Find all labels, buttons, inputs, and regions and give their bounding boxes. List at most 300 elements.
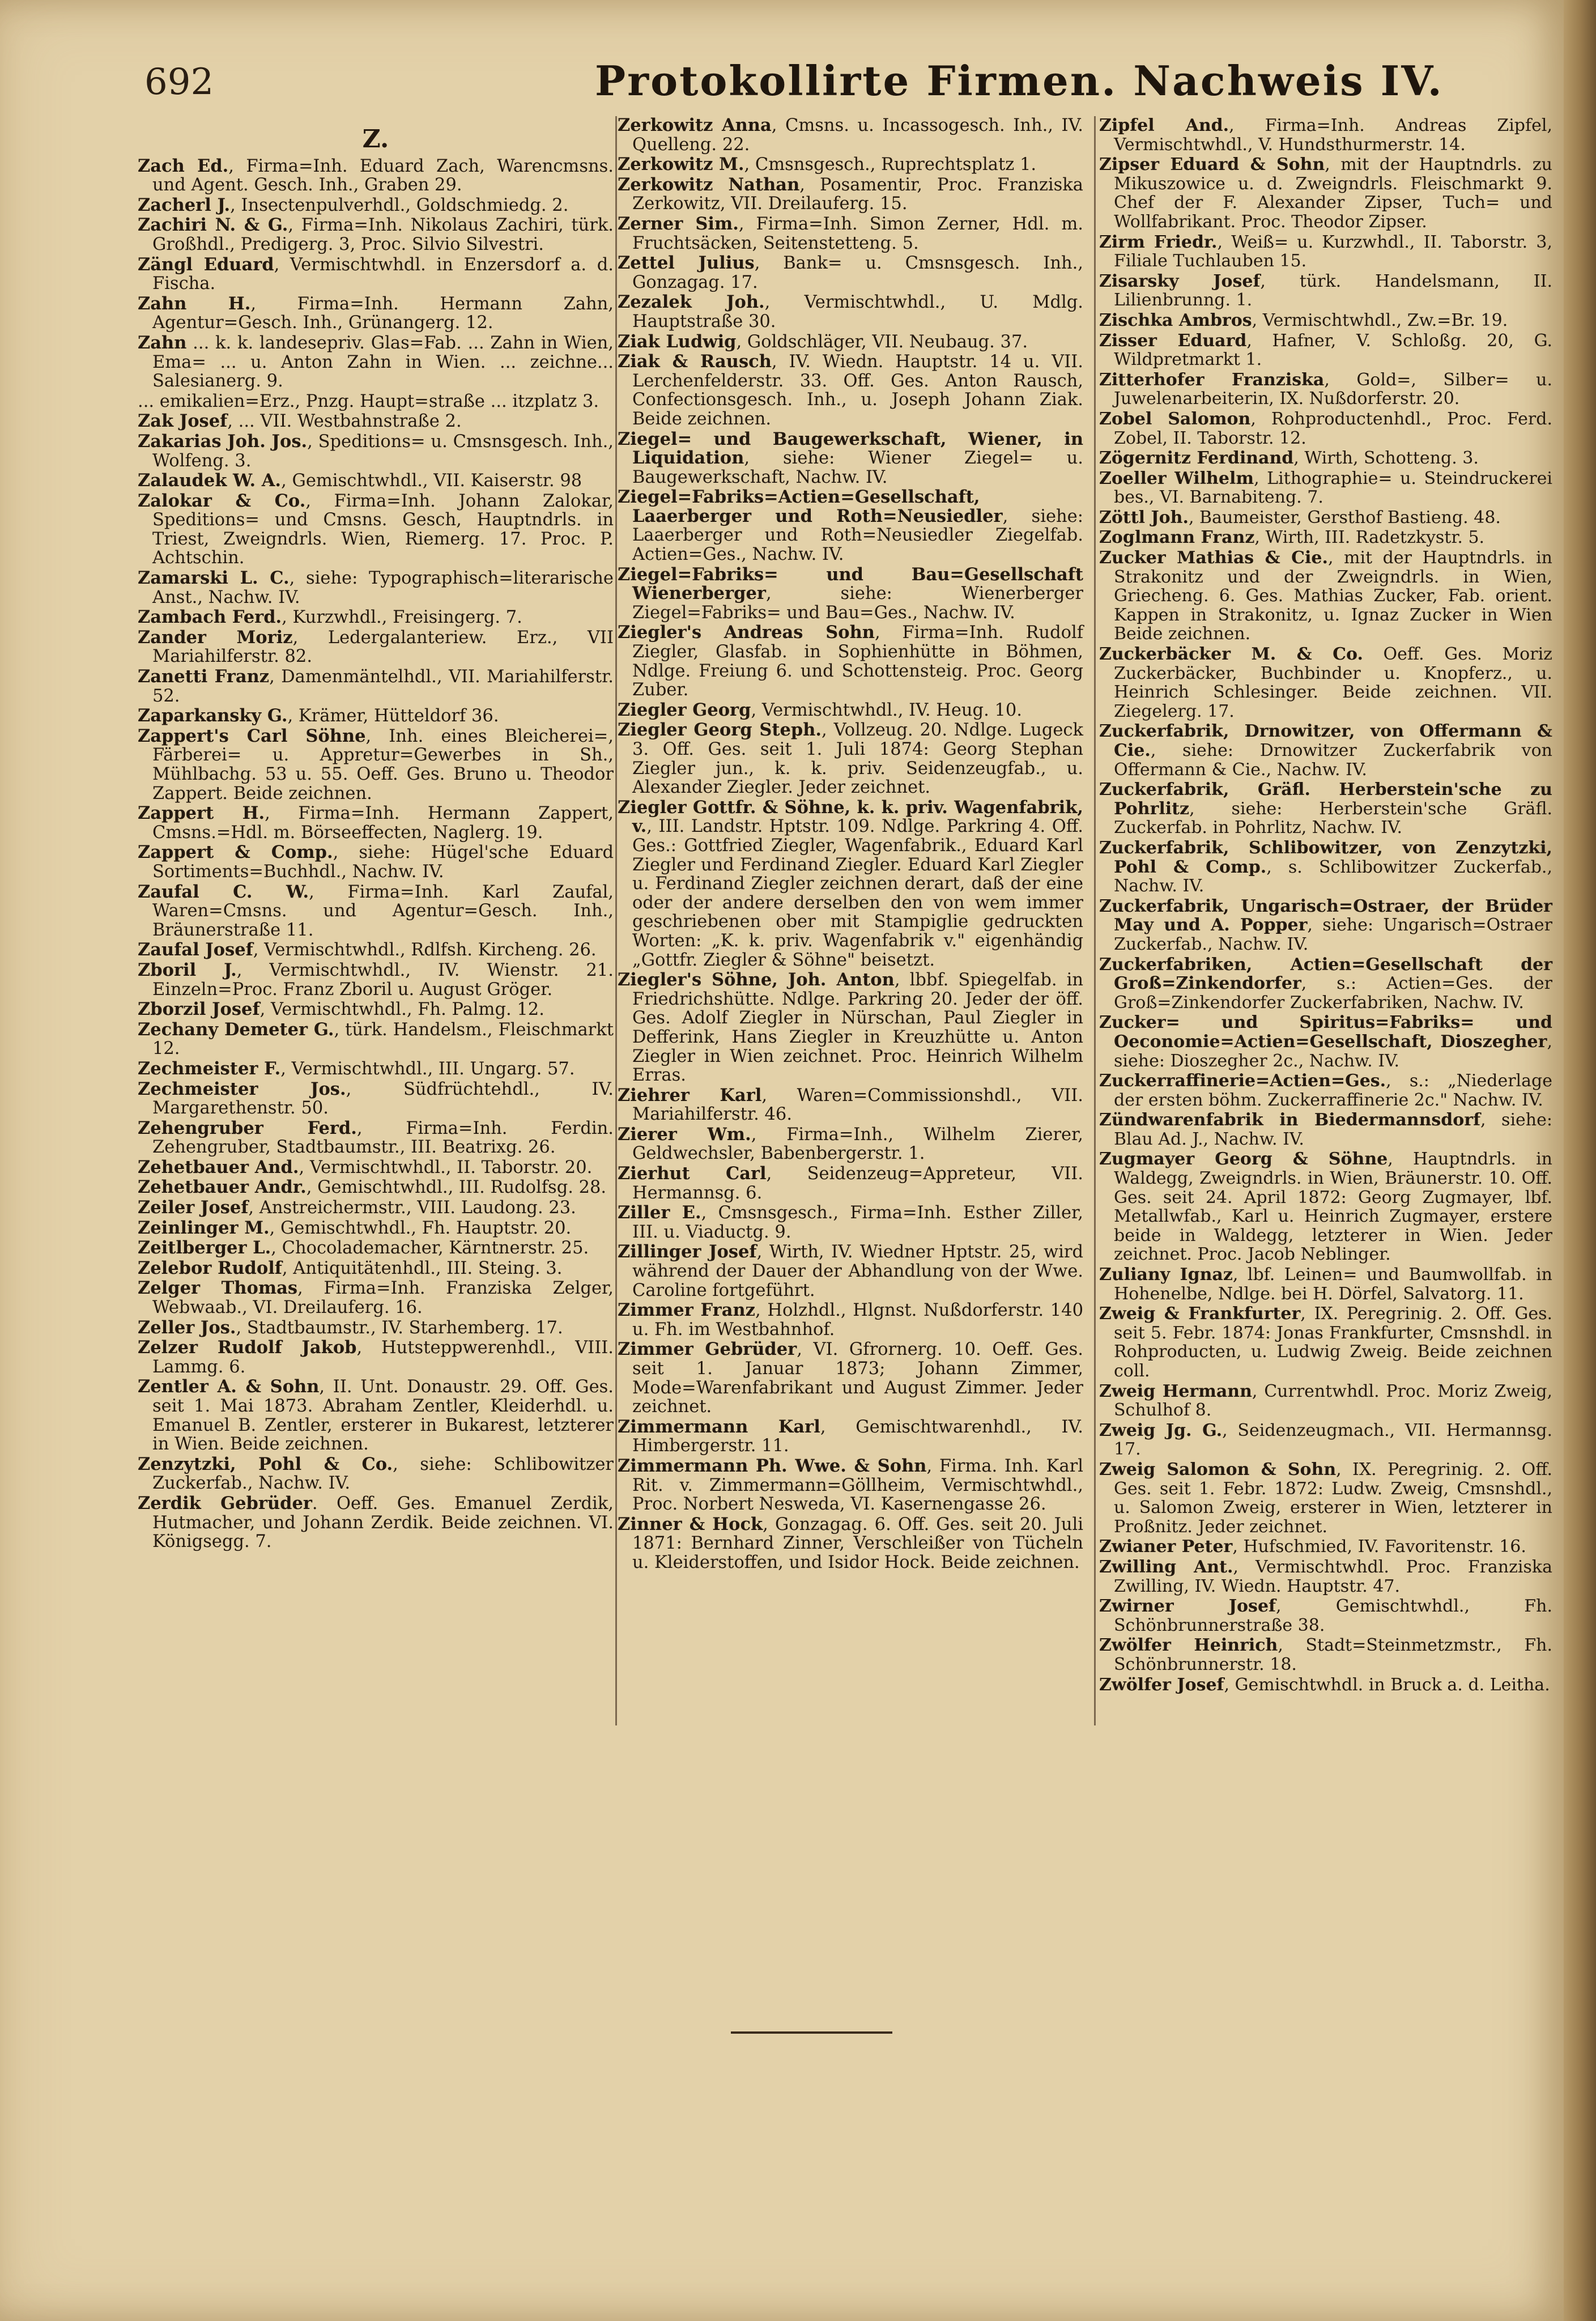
directory-entry (138, 256, 614, 294)
directory-entry (138, 804, 614, 842)
firm-name: Zaparkansky G. (138, 705, 288, 726)
entry-details: , Firma. Inh. Karl Rit. v. Zimmermann=Göllheim, Vermischtwhdl., Proc. Norbert Nesweda, VI. Kasernengasse 26. (632, 1456, 1083, 1515)
directory-entry (1099, 1460, 1552, 1536)
firm-name: Zucker Mathias & Cie. (1099, 548, 1328, 568)
directory-entry (138, 707, 614, 726)
directory-entry (1099, 1558, 1552, 1596)
directory-entry (1099, 1537, 1552, 1557)
firm-name: Zach Ed. (138, 155, 229, 176)
directory-entry (138, 883, 614, 940)
firm-name: Zakarias Joh. Jos. (138, 431, 308, 452)
entry-details: , Gemischtwhdl., Fh. Hauptstr. 20. (269, 1218, 572, 1238)
firm-name: Zoglmann Franz (1099, 528, 1255, 548)
entry-details: , IV. Wiedn. Hauptstr. 14 u. VII. Lerchenfelderstr. 33. Off. Ges. Anton Rausch, Confectionsgesch. Inh., u. Joseph Johann Ziak. Beide zeichnen. (632, 352, 1083, 429)
entry-details: , siehe: Dioszegher 2c., Nachw. IV. (1114, 1031, 1552, 1071)
directory-entry (1099, 272, 1552, 310)
firm-name: Zak Josef (138, 411, 228, 432)
directory-entry (618, 971, 1083, 1085)
directory-entry (618, 1301, 1083, 1339)
firm-name: Zeinlinger M. (138, 1217, 270, 1238)
firm-name: Zerkowitz Anna (618, 115, 772, 135)
firm-name: Zuckerfabrik, Gräfl. Herberstein'sche zu Pohrlitz (1099, 780, 1552, 819)
firm-name: Zerner Sim. (618, 213, 739, 234)
entry-details: , s. Schlibowitzer Zuckerfab., Nachw. IV. (1114, 857, 1552, 896)
firm-name: Zinner & Hock (618, 1514, 763, 1534)
page-number: 692 (144, 61, 214, 103)
firm-name: Zettel Julius (618, 253, 755, 274)
letter-heading: Z. (362, 125, 389, 154)
entry-details: , türk. Handelsm., Fleischmarkt 12. (152, 1019, 614, 1059)
entry-details: , Vermischtwhdl., III. Ungarg. 57. (280, 1059, 575, 1079)
entry-details: , Gemischtwhdl., Fh. Schönbrunnerstraße 38. (1114, 1596, 1552, 1635)
directory-entry (1099, 449, 1552, 468)
firm-name: Zuckerraffinerie=Actien=Ges. (1099, 1071, 1386, 1091)
entry-details: , ... VII. Westbahnstraße 2. (227, 411, 462, 432)
entry-details: , Firma=Inh. Rudolf Ziegler, Glasfab. in Sophienhütte in Böhmen, Ndlge. Freiung 6. und Schottensteig. Proc. Georg Zuber. (632, 623, 1083, 700)
entry-details: , siehe: Typographisch=literarische Anst., Nachw. IV. (152, 568, 614, 607)
entry-details: , Stadt=Steinmetzmstr., Fh. Schönbrunnerstr. 18. (1114, 1635, 1553, 1674)
directory-entry (1099, 645, 1552, 721)
directory-entry (618, 293, 1083, 331)
entry-details: ... emikalien=Erz., Pnzg. Haupt=straße ... itzplatz 3. (138, 391, 599, 411)
firm-name: Zeiler Josef (138, 1197, 249, 1218)
firm-name: Zögernitz Ferdinand (1099, 448, 1294, 469)
directory-entry (138, 727, 614, 803)
firm-name: Zuliany Ignaz (1099, 1265, 1233, 1285)
entry-details: . Oeff. Ges. Emanuel Zerdik, Hutmacher, und Johann Zerdik. Beide zeichnen. VI. Königsegg. 7. (152, 1493, 614, 1552)
directory-entry (138, 569, 614, 607)
firm-name: Zerkowitz Nathan (618, 174, 800, 195)
directory-entry (618, 254, 1083, 292)
directory-entry (1099, 371, 1552, 409)
directory-entry (618, 721, 1083, 797)
entry-details: , siehe: Laaerberger und Roth=Neusiedler Ziegelfab. Actien=Ges., Nachw. IV. (632, 506, 1083, 565)
directory-entry (1099, 410, 1552, 448)
firm-name: Zelebor Rudolf (138, 1257, 282, 1278)
entry-details: , mit der Hauptndrls. zu Mikuszowice u. d. Zweigndrls. Fleischmarkt 9. Chef der F. Alexander Zipser, Tuch= und Wollfabrikant. Proc. Theodor Zipser. (1114, 155, 1552, 232)
column-2 (618, 116, 1083, 1574)
directory-entry (618, 430, 1083, 487)
entry-details: , Firma=Inh. Karl Zaufal, Waren=Cmsns. und Agentur=Gesch. Inh., Bräunerstraße 11. (152, 882, 614, 940)
firm-name: Zappert's Carl Söhne (138, 725, 366, 746)
firm-name: Zechmeister F. (138, 1058, 281, 1079)
directory-entry (1099, 331, 1552, 369)
directory-entry (138, 1198, 614, 1218)
directory-entry (1099, 1150, 1552, 1264)
entry-details: , Waren=Commissionshdl., VII. Mariahilferstr. 46. (632, 1085, 1083, 1125)
entry-details: , lbbf. Spiegelfab. in Friedrichshütte. Ndlge. Parkring 20. Jeder der öff. Ges. Adolf Ziegler in Nürschan, Paul Ziegler in Defferink, Hans Ziegler in Kreuzhütte u. Anton Ziegler in Wien zeichnet. Proc. Heinrich Wilhelm Erras. (632, 970, 1084, 1086)
directory-entry (618, 215, 1083, 253)
directory-entry (1099, 1421, 1552, 1459)
entries-list (618, 116, 1083, 1572)
firm-name: Zimmermann Ph. Wwe. & Sohn (618, 1455, 927, 1476)
firm-name: Zechany Demeter G. (138, 1019, 334, 1040)
directory-entry (618, 1457, 1083, 1514)
firm-name: Ziak Ludwig (618, 331, 737, 352)
directory-entry (138, 628, 614, 666)
firm-name: Zborzil Josef (138, 999, 260, 1020)
directory-entry (1099, 1265, 1552, 1303)
entry-details: , Stadtbaumstr., IV. Starhemberg. 17. (236, 1317, 563, 1338)
directory-entry (138, 1158, 614, 1177)
firm-name: Zipser Eduard & Sohn (1099, 155, 1325, 175)
firm-name: Zitterhofer Franziska (1099, 369, 1325, 390)
directory-entry (618, 1418, 1083, 1456)
entry-details: , Goldschläger, VII. Neubaug. 37. (736, 331, 1028, 352)
directory-entry (1099, 1304, 1552, 1380)
entry-details: , türk. Handelsmann, II. Lilienbrunng. 1. (1114, 271, 1552, 311)
directory-entry (138, 295, 614, 333)
directory-entry (138, 1455, 614, 1493)
entry-details: , Seidenzeugmach., VII. Hermannsg. 17. (1114, 1420, 1552, 1460)
firm-name: Zoeller Wilhelm (1099, 468, 1254, 488)
firm-name: Zängl Eduard (138, 254, 274, 275)
directory-entry (1099, 1072, 1552, 1110)
directory-entry (1099, 1597, 1552, 1635)
entry-details: , VI. Gfrornerg. 10. Oeff. Ges. seit 1. Januar 1873; Johann Zimmer, Mode=Warenfabrikant und August Zimmer. Jeder zeichnet. (632, 1340, 1083, 1417)
firm-name: Zwianer Peter (1099, 1537, 1233, 1557)
firm-name: Zehengruber Ferd. (138, 1117, 357, 1138)
directory-entry (138, 1021, 614, 1059)
entry-details: , siehe: Herberstein'sche Gräfl. Zuckerfab. in Pohrlitz, Nachw. IV. (1114, 798, 1552, 838)
directory-entry (1099, 1111, 1552, 1149)
directory-entry (618, 352, 1083, 428)
entry-details: , Rohproductenhdl., Proc. Ferd. Zobel, II. Taborstr. 12. (1114, 409, 1552, 448)
directory-entry (138, 961, 614, 999)
directory-entry (138, 432, 614, 470)
directory-entry (138, 1338, 614, 1376)
entry-details: , Vermischtwhdl., IV. Heug. 10. (751, 700, 1022, 720)
firm-name: Zboril J. (138, 959, 237, 980)
entry-details: , Firma=Inh. Andreas Zipfel, Vermischtwhdl., V. Hundsthurmerstr. 14. (1114, 116, 1552, 155)
entry-details: , Baumeister, Gersthof Bastieng. 48. (1188, 507, 1501, 528)
firm-name: Zimmer Gebrüder (618, 1339, 797, 1360)
directory-entry (1099, 722, 1552, 779)
entry-details: , Holzhdl., Hlgnst. Nußdorferstr. 140 u. Fh. im Westbahnhof. (632, 1300, 1083, 1340)
directory-entry (1099, 897, 1552, 954)
firm-name: Zehetbauer Andr. (138, 1177, 307, 1198)
firm-name: Zugmayer Georg & Söhne (1099, 1149, 1388, 1170)
firm-name: Ziegel=Fabriks=Actien=Gesellschaft, Laaerberger und Roth=Neusiedler (618, 487, 1003, 526)
firm-name: Zwölfer Josef (1099, 1674, 1224, 1695)
directory-entry (1099, 508, 1552, 528)
firm-name: Zerkowitz M. (618, 154, 744, 175)
firm-name: Zipfel And. (1099, 116, 1229, 135)
firm-name: Zenzytzki, Pohl & Co. (138, 1453, 393, 1474)
firm-name: Zechmeister Jos. (138, 1078, 346, 1099)
firm-name: Zentler A. & Sohn (138, 1376, 320, 1397)
directory-entry (618, 1204, 1083, 1242)
entry-details: , Firma=Inh., Wilhelm Zierer, Geldwechsler, Babenbergerstr. 1. (632, 1124, 1084, 1164)
directory-entry (138, 1279, 614, 1317)
firm-name: Ziehrer Karl (618, 1085, 762, 1106)
column-rule (615, 116, 617, 1725)
firm-name: Zwölfer Heinrich (1099, 1635, 1278, 1656)
firm-name: Zappert H. (138, 803, 265, 824)
entry-details: , Posamentir, Proc. Franziska Zerkowitz, VII. Dreilauferg. 15. (632, 175, 1083, 214)
entry-details: , siehe: Ungarisch=Ostraer Zuckerfab., Nachw. IV. (1114, 915, 1552, 954)
firm-name: Zelzer Rudolf Jakob (138, 1337, 357, 1358)
end-rule (731, 2031, 892, 2034)
firm-name: Ziegler Gottfr. & Söhne, k. k. priv. Wagenfabrik, v. (618, 797, 1083, 837)
directory-entry (1099, 839, 1552, 896)
directory-entry (618, 1125, 1083, 1163)
entry-details: , Vermischtwhdl., Rdlfsh. Kircheng. 26. (253, 940, 597, 960)
entry-details: , Ledergalanteriew. Erz., VII Mariahilferstr. 82. (152, 627, 614, 667)
firm-name: Zierhut Carl (618, 1163, 767, 1184)
entry-details: , Firma=Inh. Franziska Zelger, Webwaab., VI. Dreilauferg. 16. (152, 1278, 614, 1318)
directory-entry (1099, 469, 1552, 507)
firm-name: Zezalek Joh. (618, 292, 765, 313)
firm-name: Zierer Wm. (618, 1124, 751, 1145)
directory-entry (618, 1086, 1083, 1124)
firm-name: Zweig & Frankfurter (1099, 1304, 1301, 1324)
firm-name: Zappert & Comp. (138, 842, 333, 863)
entry-details: , Firma=Inh. Simon Zerner, Hdl. m. Fruchtsäcken, Seitenstetteng. 5. (632, 214, 1084, 253)
entry-details: , Currentwhdl. Proc. Moriz Zweig, Schulhof 8. (1114, 1381, 1552, 1421)
firm-name: Zisarsky Josef (1099, 271, 1261, 291)
directory-entry (138, 1319, 614, 1338)
firm-name: Zeitlberger L. (138, 1238, 271, 1259)
entry-details: , Cmsns. u. Incassogesch. Inh., IV. Quelleng. 22. (632, 116, 1083, 155)
firm-name: Ziak & Rausch (618, 351, 772, 372)
entry-details: , Cmsnsgesch., Ruprechtsplatz 1. (744, 155, 1037, 175)
entry-details: , Firma=Inh. Hermann Zahn, Agentur=Gesch. Inh., Grünangerg. 12. (152, 294, 614, 333)
firm-name: Zillinger Josef (618, 1242, 757, 1262)
firm-name: Zöttl Joh. (1099, 507, 1189, 528)
entry-details: , mit der Hauptndrls. in Strakonitz und der Zweigndrls. in Wien, Griecheng. 6. Ges. Mathias Zucker, Fab. orient. Kappen in Strakonitz, u. Ignaz Zucker in Wien Beide zeichnen. (1114, 548, 1553, 644)
directory-entry (618, 701, 1083, 720)
firm-name: Zirm Friedr. (1099, 232, 1218, 252)
entry-details: , siehe: Drnowitzer Zuckerfabrik von Offermann & Cie., Nachw. IV. (1114, 741, 1552, 780)
directory-entry (618, 623, 1083, 699)
entry-details: , Inh. eines Bleicherei=, Färberei= u. Appretur=Gewerbes in Sh., Mühlbachg. 53 u. 55. Oeff. Ges. Bruno u. Theodor Zappert. Beide zeichnen. (152, 726, 614, 804)
firm-name: Ziegler's Andreas Sohn (618, 622, 875, 643)
directory-entry (1099, 1382, 1552, 1420)
entry-details: , Gonzagag. 6. Off. Ges. seit 20. Juli 1871: Bernhard Zinner, Verschleißer von Tücheln u. Kleiderstoffen, und Isidor Hock. Beide zeichnen. (632, 1514, 1084, 1572)
firm-name: Zehetbauer And. (138, 1157, 299, 1177)
entry-details: , Antiquitätenhdl., III. Steing. 3. (282, 1258, 563, 1278)
directory-entry (138, 843, 614, 881)
entry-details: , Gold=, Silber= u. Juwelenarbeiterin, IX. Nußdorferstr. 20. (1114, 369, 1552, 409)
directory-entry (138, 1219, 614, 1238)
firm-name: Zuckerfabrik, Schlibowitzer, von Zenzytzki, Pohl & Comp. (1099, 838, 1552, 877)
directory-entry (618, 176, 1083, 214)
column-1 (138, 116, 614, 1553)
entry-details: , Firma=Inh. Hermann Zappert, Cmsns.=Hdl. m. Börseeffecten, Naglerg. 19. (152, 804, 614, 843)
firm-name: Zuckerfabriken, Actien=Gesellschaft der Groß=Zinkendorfer (1099, 954, 1552, 994)
directory-entry (138, 412, 614, 431)
entry-details: , Vermischtwhdl., Fh. Palmg. 12. (259, 1000, 544, 1020)
firm-name: Zuckerfabrik, Drnowitzer, von Offermann & Cie. (1099, 721, 1552, 760)
entry-details: , siehe: Wienerberger Ziegel=Fabriks= und Bau=Ges., Nachw. IV. (632, 584, 1083, 623)
entry-details: ... k. k. landesepriv. Glas=Fab. ... Zahn in Wien, Ema= ... u. Anton Zahn in Wien. ... zeichne... Salesianerg. 9. (152, 333, 614, 392)
entry-details: , Krämer, Hütteldorf 36. (287, 706, 499, 726)
firm-name: Zalokar & Co. (138, 490, 306, 511)
directory-entry (1099, 155, 1552, 231)
firm-name: Zachiri N. & G. (138, 215, 288, 236)
entry-details: , Vermischtwhdl., U. Mdlg. Hauptstraße 30. (632, 292, 1083, 331)
directory-entry (618, 1164, 1083, 1202)
entry-details: , Kurzwhdl., Freisingerg. 7. (282, 607, 522, 628)
running-head: Protokollirte Firmen. Nachweis IV. (595, 57, 1444, 105)
directory-entry (138, 1494, 614, 1551)
entry-details: , Speditions= u. Cmsnsgesch. Inh., Wolfeng. 3. (152, 431, 614, 471)
entry-details: , Wirth, Schotteng. 3. (1293, 448, 1479, 469)
directory-entry (1099, 116, 1552, 154)
entry-details: , Bank= u. Cmsnsgesch. Inh., Gonzagag. 17. (632, 253, 1083, 292)
firm-name: Zischka Ambros (1099, 310, 1252, 330)
directory-entry (618, 333, 1083, 352)
firm-name: Zelger Thomas (138, 1278, 298, 1299)
directory-entry (618, 1243, 1083, 1300)
entry-details: , Firma=Inh. Nikolaus Zachiri, türk. Großhdl., Predigerg. 3, Proc. Silvio Silvestri. (152, 215, 614, 254)
entry-details: , Insectenpulverhdl., Goldschmiedg. 2. (230, 195, 569, 215)
directory-entry (1099, 233, 1552, 271)
firm-name: Zamarski L. C. (138, 568, 290, 589)
firm-name: Zweig Jg. G. (1099, 1420, 1223, 1440)
firm-name: Zimmermann Karl (618, 1416, 820, 1437)
directory-entry (138, 1000, 614, 1019)
entry-details: , Firma=Inh. Ferdin. Zehengruber, Stadtbaumstr., III. Beatrixg. 26. (152, 1118, 614, 1158)
entry-details: , Lithographie= u. Steindruckerei bes., VI. Barnabiteng. 7. (1114, 468, 1553, 508)
entry-details: , Firma=Inh. Eduard Zach, Warencmsns. und Agent. Gesch. Inh., Graben 29. (152, 156, 614, 195)
entry-details: Oeff. Ges. Moriz Zuckerbäcker, Buchbinder u. Knopferz., u. Heinrich Schlesinger. Beide zeichnen. VII. Ziegelerg. 17. (1114, 644, 1552, 721)
entry-details: , Chocolademacher, Kärntnerstr. 25. (271, 1238, 589, 1259)
directory-entry (618, 155, 1083, 175)
directory-entry (618, 116, 1083, 154)
directory-entry (138, 1259, 614, 1278)
directory-entry (618, 566, 1083, 623)
directory-entry (1099, 780, 1552, 838)
entry-details: , Gemischtwarenhdl., IV. Himbergerstr. 11. (632, 1417, 1083, 1456)
firm-name: Zacherl J. (138, 194, 231, 215)
entry-details: , s.: „Niederlage der ersten böhm. Zuckerraffinerie 2c." Nachw. IV. (1114, 1071, 1552, 1110)
firm-name: Zalaudek W. A. (138, 470, 282, 491)
entry-details: , siehe: Hügel'sche Eduard Sortiments=Buchhdl., Nachw. IV. (152, 843, 614, 882)
directory-entry (138, 1060, 614, 1079)
entry-details: , Firma=Inh. Johann Zalokar, Speditions= und Cmsns. Gesch, Hauptndrls. in Triest, Zweigndrls. Wien, Riemerg. 17. Proc. P. Achtschin. (152, 491, 614, 568)
firm-name: Zeller Jos. (138, 1317, 236, 1338)
directory-entry (138, 157, 614, 195)
entry-details: , Vollzeug. 20. Ndlge. Lugeck 3. Off. Ges. seit 1. Juli 1874: Georg Stephan Ziegler jun., k. k. priv. Seidenzeugfab., u. Alexander Ziegler. Jeder zeichnet. (632, 720, 1083, 798)
entry-details: , Gemischtwhdl. in Bruck a. d. Leitha. (1224, 1674, 1550, 1695)
firm-name: Zweig Hermann (1099, 1381, 1252, 1401)
firm-name: Zerdik Gebrüder (138, 1493, 312, 1514)
directory-entry (618, 488, 1083, 564)
column-rule (1094, 116, 1096, 1725)
entry-details: , siehe: Blau Ad. J., Nachw. IV. (1114, 1110, 1552, 1149)
entry-details: , Gemischtwhdl., VII. Kaiserstr. 98 (281, 471, 582, 491)
entry-details: , Vermischtwhdl., II. Taborstr. 20. (299, 1157, 593, 1177)
directory-entry (1099, 1013, 1552, 1070)
entry-details: , Vermischtwhdl. Proc. Franziska Zwilling, IV. Wiedn. Hauptstr. 47. (1114, 1557, 1552, 1596)
directory-entry (1099, 1676, 1552, 1695)
directory-entry (1099, 549, 1552, 644)
firm-name: Ziegler Georg (618, 699, 751, 720)
firm-name: Ziegel=Fabriks= und Bau=Gesellschaft Wienerberger (618, 564, 1083, 604)
column-3 (1099, 116, 1552, 1695)
entry-details: , II. Unt. Donaustr. 29. Off. Ges. seit 1. Mai 1873. Abraham Zentler, Kleiderhdl. u. Emanuel B. Zentler, ersterer in Bukarest, letzterer in Wien. Beide zeichnen. (152, 1377, 614, 1455)
entry-details: , Damenmäntelhdl., VII. Mariahilferstr. 52. (152, 667, 614, 706)
firm-name: Zaufal Josef (138, 940, 253, 960)
entry-details: , lbf. Leinen= und Baumwollfab. in Hohenelbe, Ndlge. bei H. Dörfel, Salvatorg. 11. (1114, 1265, 1552, 1304)
entry-details: , Wirth, IV. Wiedner Hptstr. 25, wird während der Dauer der Abhandlung von der Wwe. Caroline fortgeführt. (632, 1242, 1083, 1300)
entry-details: , s.: Actien=Ges. der Groß=Zinkendorfer Zuckerfabriken, Nachw. IV. (1114, 974, 1552, 1013)
firm-name: Zahn (138, 332, 187, 353)
firm-name: Zanetti Franz (138, 666, 270, 687)
directory-entry (138, 196, 614, 215)
directory-entry (618, 1515, 1083, 1572)
entry-details: , Hufschmied, IV. Favoritenstr. 16. (1232, 1537, 1526, 1557)
directory-entry (138, 1119, 614, 1157)
firm-name: Zündwarenfabrik in Biedermannsdorf (1099, 1110, 1480, 1130)
firm-name: Zuckerbäcker M. & Co. (1099, 644, 1363, 665)
entry-details: , Hafner, V. Schloßg. 20, G. Wildpretmarkt 1. (1114, 330, 1552, 370)
directory-entry (138, 1080, 614, 1118)
entry-details: , Seidenzeug=Appreteur, VII. Hermannsg. 6. (632, 1164, 1083, 1203)
entry-details: , Cmsnsgesch., Firma=Inh. Esther Ziller, III. u. Viaductg. 9. (632, 1203, 1084, 1242)
directory-entry (1099, 1636, 1552, 1674)
directory-entry (138, 668, 614, 705)
firm-name: Zimmer Franz (618, 1300, 755, 1321)
entries-list (1099, 116, 1552, 1694)
directory-entry (138, 608, 614, 627)
firm-name: Zobel Salomon (1099, 409, 1251, 429)
firm-name: Zwirner Josef (1099, 1596, 1276, 1617)
firm-name: Zander Moriz (138, 627, 293, 648)
directory-entry (138, 492, 614, 568)
directory-entry (138, 471, 614, 491)
firm-name: Zuckerfabrik, Ungarisch=Ostraer, der Brüder May und A. Popper (1099, 896, 1552, 936)
entry-details: , Wirth, III. Radetzkystr. 5. (1254, 528, 1485, 548)
firm-name: Zucker= und Spiritus=Fabriks= und Oeconomie=Actien=Gesellschaft, Dioszegher (1099, 1013, 1552, 1052)
entry-details: , Vermischtwhdl. in Enzersdorf a. d. Fischa. (152, 254, 614, 294)
entry-details: , Südfrüchtehdl., IV. Margarethenstr. 50. (152, 1079, 614, 1119)
directory-entry (138, 1239, 614, 1258)
firm-name: Zweig Salomon & Sohn (1099, 1459, 1337, 1480)
entry-details: , Vermischtwhdl., Zw.=Br. 19. (1252, 310, 1508, 330)
directory-entry (138, 392, 614, 411)
firm-name: Zwilling Ant. (1099, 1557, 1233, 1577)
firm-name: Zisser Eduard (1099, 330, 1247, 351)
entry-details: , Hutsteppwerenhdl., VIII. Lammg. 6. (152, 1338, 614, 1377)
entry-details: , siehe: Schlibowitzer Zuckerfab., Nachw. IV. (152, 1454, 614, 1494)
entry-details: , Hauptndrls. in Waldegg, Zweigndrls. in Wien, Bräunerstr. 10. Off. Ges. seit 24. April 1872: Georg Zugmayer, lbf. Metallwfab., Karl u. Heinrich Zugmayer, erstere beide in Waldegg, letzterer in Wien. Jeder zeichnet. Proc. Jacob Neblinger. (1114, 1149, 1553, 1265)
directory-entry (138, 334, 614, 391)
entry-details: , III. Landstr. Hptstr. 109. Ndlge. Parkring 4. Off. Ges.: Gottfried Ziegler, Wagenfabrik., Eduard Karl Ziegler und Ferdinand Ziegler. Eduard Karl Ziegler u. Ferdinand Ziegler zeichnen derart, daß der eine oder der andere derselben den von wem immer geschriebenen ober mit Stampiglie gedruckten Worten: „K. k. priv. Wagenfabrik v." eigenhändig „Gottfr. Ziegler & Söhne" beisetzt. (632, 817, 1083, 970)
firm-name: Ziegler Georg Steph. (618, 720, 822, 741)
entry-details: , siehe: Wiener Ziegel= u. Baugewerkschaft, Nachw. IV. (632, 448, 1083, 487)
entry-details: , Weiß= u. Kurzwhdl., II. Taborstr. 3, Filiale Tuchlauben 15. (1114, 232, 1552, 271)
directory-entry (138, 1378, 614, 1453)
directory-entry (138, 216, 614, 254)
firm-name: Ziegel= und Baugewerkschaft, Wiener, in Liquidation (618, 428, 1083, 469)
entry-details: , IX. Peregrinig. 2. Off. Ges. seit 5. Febr. 1874: Jonas Frankfurter, Cmsnshdl. in Rohproducten, u. Ludwig Zweig. Beide zeichnen coll. (1114, 1304, 1553, 1381)
directory-entry (138, 941, 614, 960)
entries-list (138, 157, 614, 1551)
entry-details: , IX. Peregrinig. 2. Off. Ges. seit 1. Febr. 1872: Ludw. Zweig, Cmsnshdl., u. Salomon Zweig, ersterer in Wien, letzterer in Proßnitz. Jeder zeichnet. (1114, 1459, 1552, 1537)
directory-entry (1099, 528, 1552, 547)
firm-name: Ziegler's Söhne, Joh. Anton (618, 970, 895, 991)
directory-entry (138, 1178, 614, 1197)
entry-details: , Vermischtwhdl., IV. Wienstr. 21. Einzeln=Proc. Franz Zboril u. August Gröger. (152, 960, 614, 1000)
directory-entry (618, 1340, 1083, 1416)
entry-details: , Anstreichermstr., VIII. Laudong. 23. (248, 1198, 576, 1218)
directory-entry (1099, 955, 1552, 1013)
firm-name: Zahn H. (138, 293, 251, 314)
directory-entry (1099, 311, 1552, 330)
